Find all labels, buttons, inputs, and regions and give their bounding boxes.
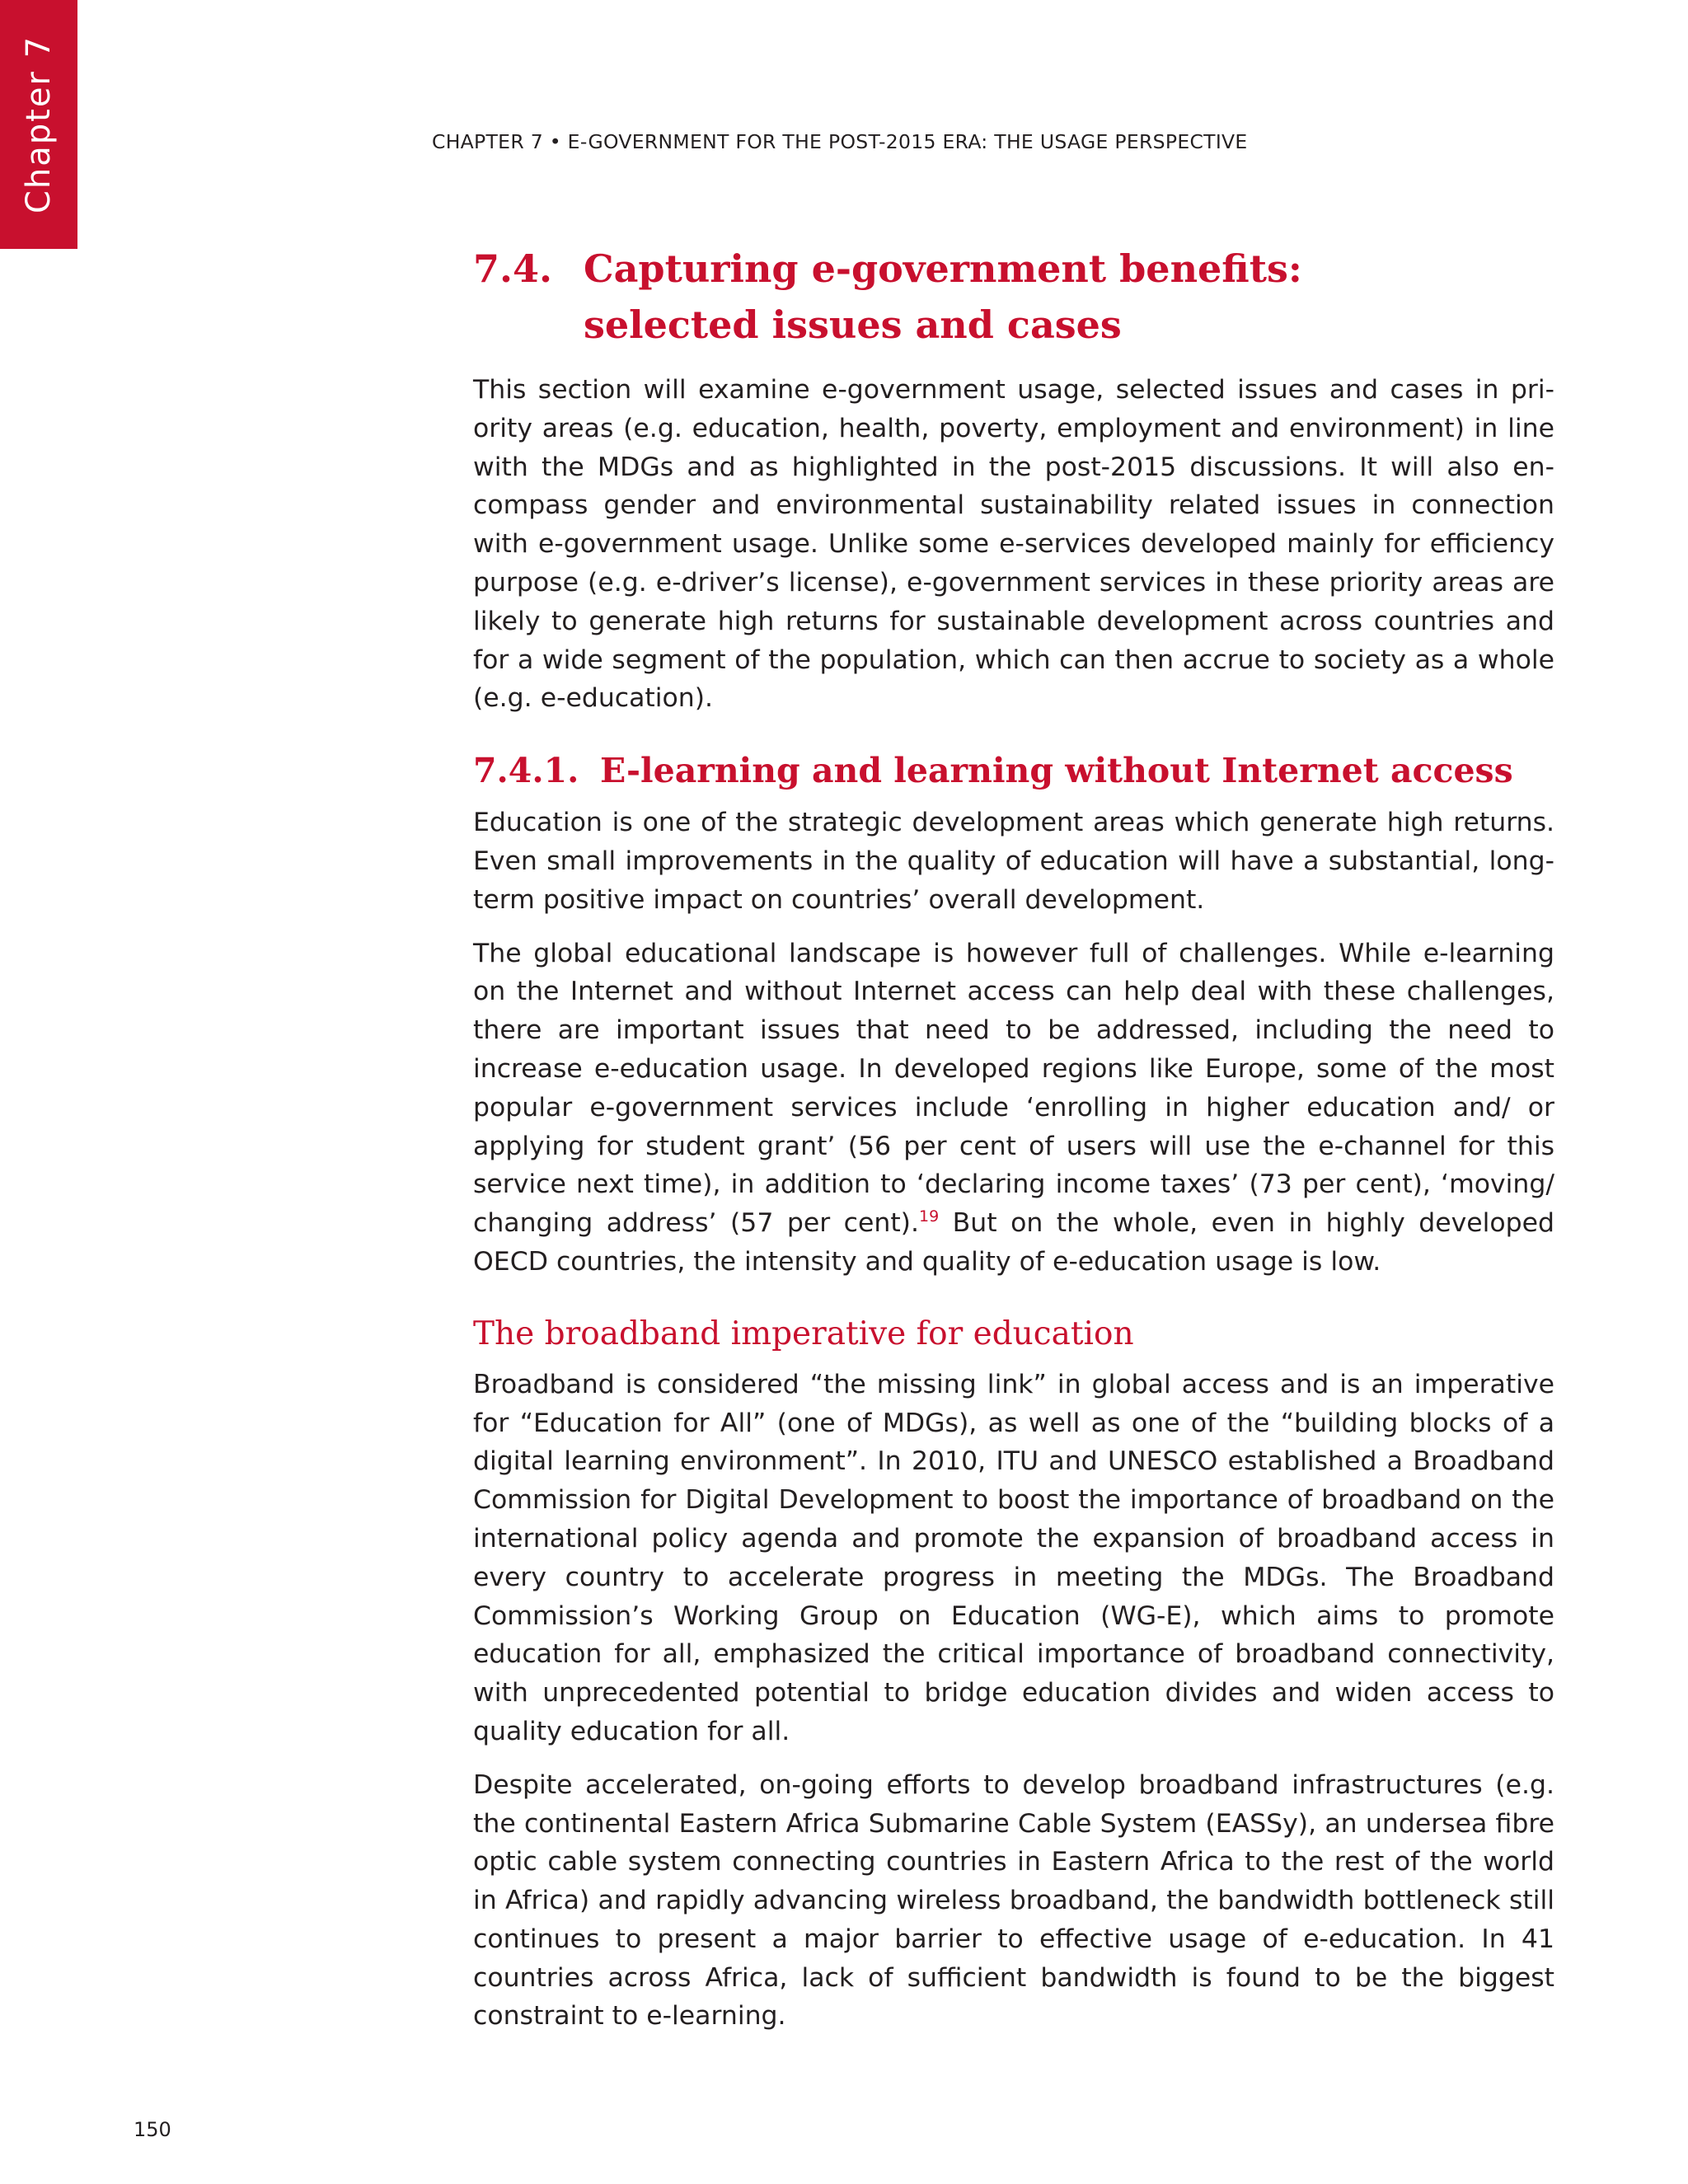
topic-heading: The broadband imperative for education — [473, 1315, 1134, 1352]
running-head: CHAPTER 7 • E-GOVERNMENT FOR THE POST-2015 ERA: THE USAGE PERSPECTIVE — [432, 130, 1248, 153]
chapter-tab-label: Chapter 7 — [20, 35, 58, 214]
subsection-heading — [473, 746, 1554, 795]
chapter-tab — [0, 0, 77, 249]
section-heading — [473, 241, 1554, 353]
section-intro-paragraph: This section will examine e-government usage, selected issues and cases in priority areas (e.g. education, health, poverty, employment and environment) in line with the MDGs and as highlighted in the post-2015 discussions. It will also encompass gender and environmental sustainability related issues in connection with e-government usage. Unlike some e-services developed mainly for efficiency purpose (e.g. e-driver’s license), e-government services in these priority areas are likely to generate high returns for sustainable development across countries and for a wide segment of the population, which can then accrue to society as a whole (e.g. e-education). — [473, 375, 1554, 714]
paragraph-text: But on the whole, even in highly developed OECD countries, the intensity and quality of e-education usage is low. — [473, 1208, 1554, 1277]
main-content — [473, 241, 1554, 2036]
section-number: 7.4. — [473, 246, 553, 291]
subsection-title: E-learning and learning without Internet access — [600, 751, 1513, 791]
subsection-paragraph-1: Education is one of the strategic development areas which generate high returns. Even small improvements in the quality of education will have a substantial, longterm positive impact on countries’ overall development. — [473, 808, 1554, 915]
subsection-number: 7.4.1. — [473, 751, 579, 791]
subsection-paragraph-2 — [473, 935, 1554, 1282]
topic-paragraph-1: Broadband is considered “the missing link” in global access and is an imperative for “Education for All” (one of MDGs), as well as one of the “building blocks of a digital learning environment”. In 2010, ITU and UNESCO established a Broadband Commission for Digital Development to boost the importance of broadband on the international policy agenda and promote the expansion of broadband access in every country to accelerate progress in meeting the MDGs. The Broadband Commission’s Working Group on Education (WG-E), which aims to promote education for all, emphasized the critical importance of broadband connectivity, with unprecedented potential to bridge education divides and widen access to quality education for all. — [473, 1369, 1554, 1746]
topic-paragraph-2: Despite accelerated, on-going efforts to develop broadband infrastructures (e.g. the continental Eastern Africa Submarine Cable System (EASSy), an undersea fibre optic cable system connecting countries in Eastern Africa to the rest of the world in Africa) and rapidly advancing wireless broadband, the bandwidth bottleneck still continues to present a major barrier to effective usage of e-education. In 41 countries across Africa, lack of sufficient bandwidth is found to be the biggest constraint to e-learning. — [473, 1769, 1554, 2032]
section-title: Capturing e-government benefits: selected issues and cases — [584, 246, 1302, 347]
paragraph-text: The global educational landscape is however full of challenges. While e-learning on the Internet and without Internet access can help deal with these challenges, there are important issues that need to be addressed, including the need to increase e-education usage. In developed regions like Europe, some of the most popular e-government services include ‘enrolling in higher education and/ or applying for student grant’ (56 per cent of users will use the e-channel for this service next time), in addition to ‘declaring income taxes’ (73 per cent), ‘moving/ changing address’ (57 per cent). — [473, 938, 1554, 1239]
footnote-reference: 19 — [918, 1207, 940, 1226]
page-number: 150 — [134, 2118, 171, 2141]
